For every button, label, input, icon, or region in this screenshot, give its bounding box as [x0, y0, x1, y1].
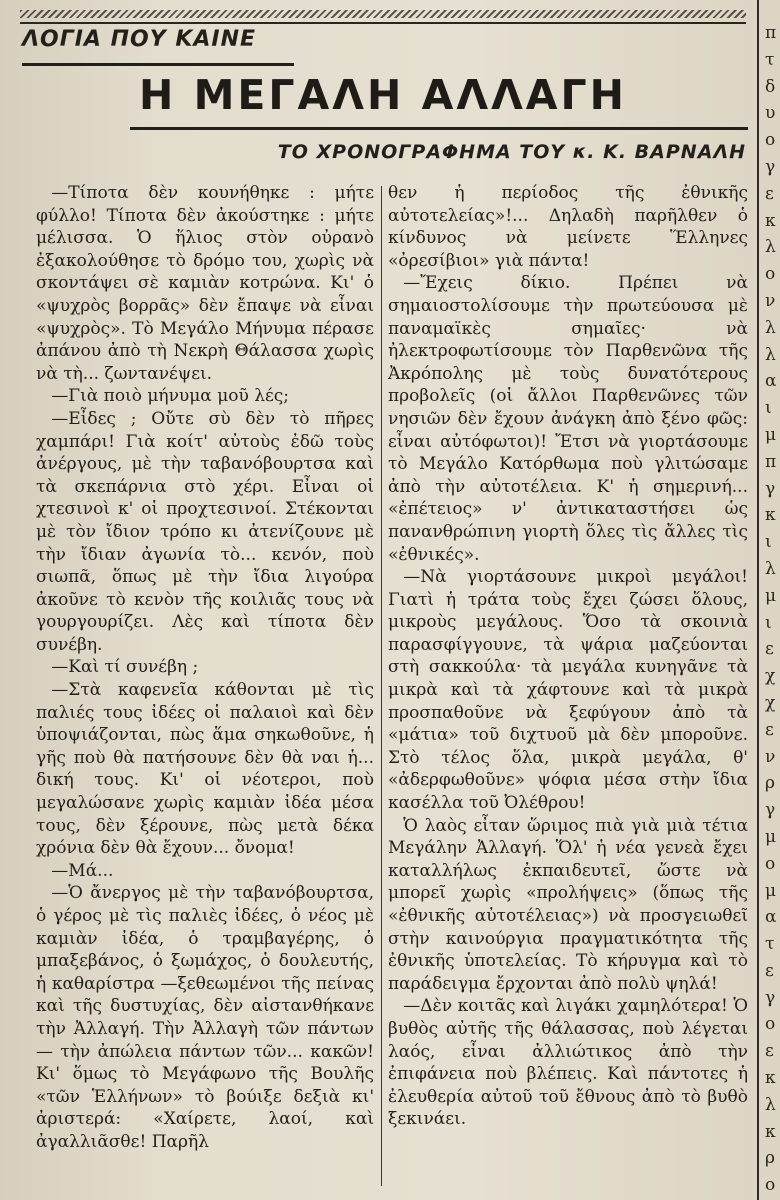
edge-fragment: τ [765, 49, 775, 70]
edge-fragment: π [765, 451, 777, 472]
edge-fragment: ι [765, 532, 772, 553]
edge-fragment: λ [765, 237, 776, 258]
edge-fragment: ε [765, 719, 774, 740]
edge-fragment: μ [765, 424, 777, 445]
edge-fragment: δ [765, 76, 776, 97]
edge-fragment: κ [765, 1121, 776, 1142]
paragraph: —Νὰ γιορτάσουνε μικροὶ μεγάλοι! Γιατὶ ἡ τράτα τοὺς ἔχει ζώσει ὅλους, μικροὺς μεγάλους. Ὅσο τὰ σκοινιὰ παρασφίγγουνε, τὰ ψάρια μαζεύονται στὴ σακκούλα· τὰ μεγάλα κυνηγᾶνε τὰ μικρὰ καὶ τὰ χάφτουνε καὶ τὰ μικρὰ προσπαθοῦνε νὰ ξεφύγουν ἀπὸ τὰ «μάτια» τοῦ διχτυοῦ μὰ δὲν μποροῦνε. Στὸ τέλος ὅλα, μικρὰ μεγάλα, θ' «ἀδερφωθοῦνε» ψόφια μέσα στὴν ἴδια κασέλλα τοῦ Ὀλέθρου! [388, 567, 748, 814]
edge-fragment: χ [765, 666, 776, 687]
paragraph: —Τίποτα δὲν κουνήθηκε : μήτε φύλλο! Τίποτα δὲν ἀκούστηκε : μήτε μέλισσα. Ὁ ἥλιος στὸν οὐρανὸ ἐξακολούθησε τὸ δρόμο του, χωρὶς νὰ σκοντάψει σὲ καμιὰν κοτρώνα. Κι' ὁ «ψυχρὸς βορρᾶς» δὲν ἔπαψε νὰ εἶναι «ψυχρὸς». Τὸ Μεγάλο Μήνυμα πέρασε ἀπάνου ἀπὸ τὴ Νεκρὴ Θάλασσα χωρὶς νὰ τὴ... ζωντανέψει. [36, 183, 374, 384]
edge-fragment: λ [765, 1094, 776, 1115]
paragraph: —Ἔχεις δίκιο. Πρέπει νὰ σημαιοστολίσουμε τὴν πρωτεύουσα μὲ παναμαϊκὲς σημαῖες· νὰ ἠλεκτροφωτίσουμε τὸν Παρθενῶνα τῆς Ἀκρόπολης μὲ τοὺς δυνατότερους προβολεῖς (οἱ ἄλλοι Παρθενῶνες τῶν νησιῶν δὲν ἔχουν ἀνάγκη ἀπὸ ξένο φῶς: εἶναι αὐτόφωτοι)! Ἔτσι νὰ γιορτάσουμε τὸ Μεγάλο Κατόρθωμα ποὺ γλιτώσαμε ἀπὸ τὴν αὐτοτέλεια. Κ' ἡ σημερινή... «ἐπέτειος» ν' ἀντικαταστήσει ὡς πανανθρώπινη γιορτὴ ὅλες τὶς ἄλλες τὶς «ἐθνικές». [388, 273, 748, 565]
adjacent-column-fragments [765, 20, 780, 1190]
paragraph: θεν ἡ περίοδος τῆς ἐθνικῆς αὐτοτελείας»!... Δηλαδὴ παρῆλθεν ὁ κίνδυνος νὰ μείνετε Ἕλληνες «ὀρεσίβιοι» γιὰ πάντα! [388, 183, 748, 271]
edge-fragment: ρ [765, 773, 775, 794]
paragraph: —Γιὰ ποιὸ μήνυμα μοῦ λές; [51, 386, 290, 407]
edge-fragment: λ [765, 558, 776, 579]
edge-fragment: γ [765, 800, 776, 821]
headline-rule [130, 127, 748, 130]
right-edge-divider [757, 0, 759, 1200]
edge-fragment: ι [765, 398, 772, 419]
edge-fragment: λ [765, 344, 776, 365]
column-divider [381, 186, 382, 1186]
edge-fragment: μ [765, 585, 777, 606]
article-right-column [388, 182, 748, 1131]
paragraph: —Δὲν κοιτᾶς καὶ λιγάκι χαμηλότερα! Ὁ βυθὸς αὐτῆς τῆς θάλασσας, ποὺ λέγεται λαός, εἶναι ἀλλιώτικος ἀπὸ τὴν ἐπιφάνεια ποὺ βλέπεις. Καὶ πάντοτες ἡ ἐλευθερία αὐτοῦ τοῦ ἔθνους ἀπὸ τὸ βυθὸ ξεκινάει. [388, 996, 748, 1130]
edge-fragment: ε [765, 639, 774, 660]
edge-fragment: κ [765, 210, 776, 231]
paragraph: —Ὁ ἄνεργος μὲ τὴν ταβανόβουρτσα, ὁ γέρος μὲ τὶς παλιὲς ἰδέες, ὁ νέος μὲ καμιὰν ἰδέα, ὁ τραμβαγέρης, ὁ μπαξεβάνος, ὁ ξωμάχος, ὁ δουλευτής, ἡ καθαρίστρα —ξεθεωμένοι τῆς πείνας καὶ τῆς δυστυχίας, δὲν αἰστανθήκανε τὴν Ἀλλαγή. Τὴν Ἀλλαγὴ τῶν πάντων — τὴν ἀπώλεια πάντων τῶν... κακῶν! Κι' ὅμως τὸ Μεγάφωνο τῆς Βουλῆς «τῶν Ἑλλήνων» τὸ βούιξε δεξιὰ κι' ἀριστερά: «Χαίρετε, λαοί, καὶ ἀγαλλιᾶσθε! Παρῆλ [36, 883, 374, 1152]
edge-fragment: ν [765, 290, 776, 311]
headline: Η ΜΕΓΑΛΗ ΑΛΛΑΓΗ [139, 71, 627, 119]
edge-fragment: ν [765, 746, 776, 767]
paragraph: —Καὶ τί συνέβη ; [51, 657, 199, 678]
paragraph: —Εἶδες ; Οὔτε σὺ δὲν τὸ πῆρες χαμπάρι! Γιὰ κοίτ' αὐτοὺς ἐδῶ τοὺς ἀνέργους, μὲ τὴν ταβανόβουρτσα καὶ τὰ σκεπάρνια στὸ χέρι. Εἶναι οἱ χτεσινοὶ κ' οἱ προχτεσινοί. Στέκονται μὲ τὸν ἴδιον τρόπο κι ἀτενίζουνε μὲ τὴν ἴδιαν ἀγωνία τὸ... κενόν, ποὺ σιωπᾶ, ὅπως μὲ τὴν ἴδια λιγούρα ἀκοῦνε τὸ κενὸν τῆς κοιλιᾶς τους νὰ γουργουρίζει. Λὲς καὶ τίποτα δὲν συνέβη. [36, 408, 374, 655]
edge-fragment: κ [765, 1068, 776, 1089]
byline: ΤΟ ΧΡΟΝΟΓΡΑΦΗΜΑ ΤΟΥ κ. Κ. ΒΑΡΝΑΛΗ [277, 141, 746, 163]
edge-fragment: ο [765, 1175, 776, 1190]
edge-fragment: γ [765, 156, 776, 177]
edge-fragment: ο [765, 853, 776, 874]
edge-fragment: ο [765, 264, 776, 285]
edge-fragment: χ [765, 692, 776, 713]
edge-fragment: λ [765, 317, 776, 338]
edge-fragment: α [765, 371, 777, 392]
edge-fragment: ρ [765, 1148, 775, 1169]
column-title: ΛΟΓΙΑ ΠΟΥ ΚΑΙΝΕ [22, 22, 294, 66]
paragraph: Ὁ λαὸς εἶταν ὥριμος πιὰ γιὰ μιὰ τέτια Μεγάλην Ἀλλαγή. Ὅλ' ἡ νέα γενεὰ ἔχει καταλλήλως ἐκπαιδευτεῖ, ὥστε νὰ μπορεῖ χωρὶς «προλήψεις» (ὅπως τῆς «ἐθνικῆς αὐτοτέλειας») νὰ προσγειωθεῖ στὴν καινούργια πραγματικότητα τῆς ἐθνικῆς ὑποτελείας. Τὸ κήρυγμα καὶ τὸ παράδειγμα ἔρχονται ἀπὸ πολὺ ψηλά! [388, 815, 748, 994]
edge-fragment: ο [765, 1014, 776, 1035]
decorative-top-border [20, 10, 746, 18]
edge-fragment: μ [765, 826, 777, 847]
edge-fragment: μ [765, 880, 777, 901]
article-left-column [36, 182, 374, 1154]
edge-fragment: κ [765, 505, 776, 526]
paragraph: —Στὰ καφενεῖα κάθονται μὲ τὶς παλιές τους ἰδέες οἱ παλαιοὶ καὶ δὲν ὑποψιάζονται, πὼς ἅμα σηκωθοῦνε, ἡ γῆς ποὺ θὰ πατήσουνε δὲν θὰ ναι ἡ... δική τους. Κι' οἱ νέοτεροι, ποὺ μεγαλώσανε χωρὶς καμιὰν ἰδέα μέσα τους, δὲν ξέρουνε, πὼς μετὰ δέκα χρόνια δὲν θὰ ἔχουν... ὄνομα! [36, 680, 374, 859]
edge-fragment: ε [765, 1041, 774, 1062]
edge-fragment: γ [765, 987, 776, 1008]
edge-fragment: υ [765, 103, 776, 124]
edge-fragment: ε [765, 960, 774, 981]
edge-fragment: γ [765, 478, 776, 499]
edge-fragment: ε [765, 183, 774, 204]
edge-fragment: α [765, 907, 777, 928]
edge-fragment: ι [765, 612, 772, 633]
edge-fragment: τ [765, 934, 775, 955]
edge-fragment: π [765, 23, 777, 43]
edge-fragment: ο [765, 130, 776, 151]
paragraph: —Μά... [51, 860, 114, 881]
